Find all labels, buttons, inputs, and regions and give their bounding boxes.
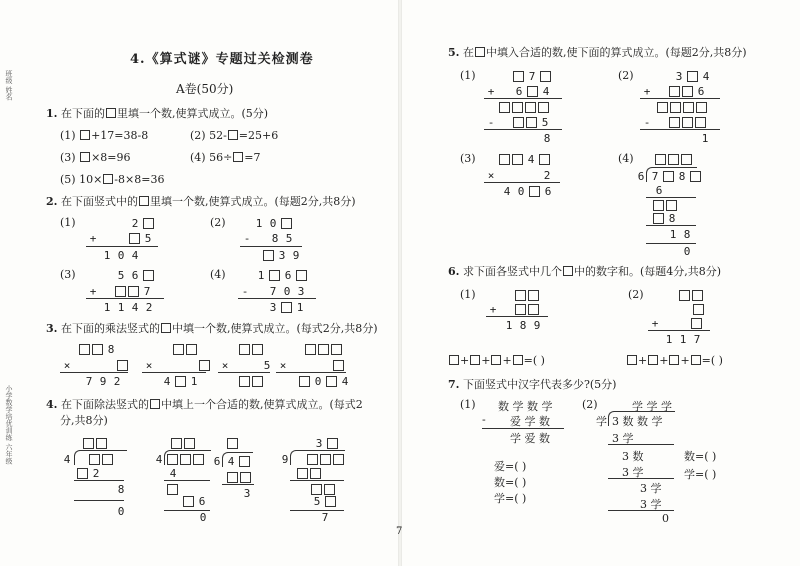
blank-box[interactable]	[227, 438, 238, 449]
q4-d4-step3: 5	[310, 494, 337, 508]
blank-box[interactable]	[299, 376, 310, 387]
blank-box[interactable]	[143, 218, 154, 229]
product-line	[218, 372, 270, 373]
blank-box[interactable]	[281, 302, 292, 313]
q7-ans2-shu: 数=( )	[684, 450, 717, 463]
sum-line	[484, 98, 562, 99]
q7-a1-row1: 数 学 数 学	[498, 400, 553, 413]
blank-box[interactable]	[683, 102, 694, 113]
blank-box[interactable]	[499, 102, 510, 113]
blank-box[interactable]	[128, 286, 139, 297]
blank-box[interactable]	[512, 154, 523, 165]
q3-m1-result: 7 9 2	[85, 374, 121, 388]
q4-d3-dividend: 6 4	[210, 454, 251, 468]
q5-tag-4: (4)	[618, 152, 634, 165]
step-line	[74, 480, 124, 481]
q6-sum-2: + + + =( )	[626, 354, 723, 367]
blank-box[interactable]	[681, 154, 692, 165]
q2-p3-row2: + 7	[89, 284, 151, 298]
blank-box[interactable]	[512, 102, 523, 113]
q3-m4-result: 0 4	[298, 374, 352, 388]
diff-line	[482, 428, 564, 429]
sum-line	[86, 246, 158, 247]
step-line	[74, 500, 124, 501]
q5-p4-step1: 6	[655, 183, 663, 197]
blank-box[interactable]	[310, 468, 321, 479]
q4-d3-remainder: 3	[243, 486, 251, 500]
blank-box[interactable]	[184, 438, 195, 449]
q3-m1-row1: 8	[78, 342, 118, 356]
right-page	[400, 0, 800, 566]
question-6: 6. 求下面各竖式中几个 中的数字和。(每题4分,共8分)	[448, 265, 722, 278]
blank-box[interactable]	[240, 472, 251, 483]
q3-m2-result: 4 1	[163, 374, 198, 388]
blank-box[interactable]	[233, 152, 243, 162]
q3-m2-row1	[172, 342, 198, 356]
q3-m2-row2: ×	[142, 358, 211, 372]
q7-a2-step2: 3 数	[622, 450, 644, 463]
step-line	[290, 480, 344, 481]
sum-line	[486, 316, 548, 317]
blank-box[interactable]	[669, 117, 680, 128]
q4-d1-remainder: 0	[117, 504, 125, 518]
q3-m3-row1	[238, 342, 264, 356]
blank-box[interactable]	[92, 344, 103, 355]
division-bracket	[74, 450, 127, 465]
blank-box[interactable]	[526, 117, 537, 128]
blank-box[interactable]	[326, 376, 337, 387]
blank-box[interactable]	[83, 438, 94, 449]
q2-p1-result: 1 0 4	[103, 248, 139, 262]
blank-box[interactable]	[80, 130, 90, 140]
blank-box[interactable]	[670, 102, 681, 113]
q2-p1-row2: + 5	[89, 231, 152, 245]
q2-p4-row2: - 7 0 3	[241, 284, 305, 298]
diff-line	[640, 129, 720, 130]
blank-box[interactable]	[150, 399, 160, 409]
step-line	[646, 225, 696, 226]
blank-box[interactable]	[305, 344, 316, 355]
blank-box[interactable]	[540, 71, 551, 82]
q2-tag-3: (3)	[60, 268, 76, 281]
blank-box[interactable]	[491, 355, 501, 365]
q6-p2-row1	[678, 288, 704, 302]
page-title: 4.《算式谜》专题过关检测卷	[130, 52, 314, 67]
step-line	[222, 484, 254, 485]
q5-p2-result: 1	[701, 131, 709, 145]
blank-box[interactable]	[80, 152, 90, 162]
q5-p2-row2: + 6	[643, 84, 705, 98]
blank-box[interactable]	[563, 266, 573, 276]
product-line	[484, 182, 560, 183]
product-line	[60, 372, 128, 373]
page-number: 7	[396, 526, 403, 537]
q6-p2-row2	[692, 302, 705, 316]
blank-box[interactable]	[679, 290, 690, 301]
blank-box[interactable]	[669, 86, 680, 97]
blank-box[interactable]	[318, 344, 329, 355]
q7-a2-remainder: 0	[662, 512, 669, 525]
q7-ans2-xue: 学=( )	[684, 468, 717, 481]
step-line	[290, 510, 344, 511]
q2-p4-row1: 1 6	[254, 268, 308, 282]
blank-box[interactable]	[539, 154, 550, 165]
q4-d1-step2: 8	[117, 482, 125, 496]
blank-box[interactable]	[648, 355, 658, 365]
q7-a1-result: 学 爱 数	[510, 432, 550, 445]
q1-item-4: (4) 56÷ =7	[190, 151, 261, 164]
q7-a2-step5: 3 学	[640, 498, 662, 511]
q7-a2-divisor: 学	[596, 415, 607, 428]
blank-box[interactable]	[653, 213, 664, 224]
question-4-cont: 分,共8分)	[60, 414, 108, 427]
diff-line	[240, 246, 302, 247]
q5-p3-result: 4 0 6	[503, 184, 552, 198]
blank-box[interactable]	[106, 108, 116, 118]
blank-box[interactable]	[296, 270, 307, 281]
blank-box[interactable]	[515, 290, 526, 301]
q6-tag-1: (1)	[460, 288, 476, 301]
q7-ans1-ai: 爱=( )	[494, 460, 527, 473]
blank-box[interactable]	[171, 438, 182, 449]
blank-box[interactable]	[528, 304, 539, 315]
blank-box[interactable]	[239, 344, 250, 355]
blank-box[interactable]	[513, 117, 524, 128]
q7-a2-step3: 3 学	[622, 466, 644, 479]
blank-box[interactable]	[297, 468, 308, 479]
q5-p4-remainder: 0	[683, 244, 691, 258]
blank-box[interactable]	[515, 304, 526, 315]
q1-item-3: (3) ×8=96	[60, 151, 131, 164]
q5-p4-dividend: 6 7 8	[634, 169, 702, 183]
q5-p4-step4: 1 8	[669, 227, 691, 241]
blank-box[interactable]	[525, 102, 536, 113]
q3-m4-row1	[304, 342, 343, 356]
blank-box[interactable]	[77, 468, 88, 479]
q7-ans1-shu: 数=( )	[494, 476, 527, 489]
q7-a2-dividend: 3 数 数 学	[612, 415, 663, 428]
section-subtitle: A卷(50分)	[176, 82, 234, 96]
blank-box[interactable]	[239, 376, 250, 387]
step-line	[608, 478, 674, 479]
q6-p2-result: 1 1 7	[665, 332, 701, 346]
blank-box[interactable]	[669, 355, 679, 365]
blank-box[interactable]	[475, 47, 485, 57]
blank-box[interactable]	[692, 290, 703, 301]
q6-p2-row3: +	[648, 316, 703, 330]
blank-box[interactable]	[227, 472, 238, 483]
blank-box[interactable]	[199, 360, 210, 371]
q6-tag-2: (2)	[628, 288, 644, 301]
q4-d4-dividend: 9	[278, 452, 345, 466]
q5-p2-row4: -	[640, 115, 707, 129]
q5-p1-row4: - 5	[487, 115, 549, 129]
q7-tag-2: (2)	[582, 398, 598, 411]
question-3: 3. 在下面的乘法竖式的 中填一个数,使算式成立。(每式2分,共8分)	[46, 322, 378, 335]
q7-a1-minus: -	[482, 413, 486, 426]
q5-p2-row3	[656, 100, 708, 114]
q3-m3-result	[238, 374, 264, 388]
division-bracket	[646, 167, 697, 182]
blank-box[interactable]	[117, 360, 128, 371]
blank-box[interactable]	[682, 86, 693, 97]
blank-box[interactable]	[167, 484, 178, 495]
blank-box[interactable]	[668, 154, 679, 165]
q3-m3-row2: × 5	[221, 358, 271, 372]
q4-d1-dividend: 4	[60, 452, 114, 466]
blank-box[interactable]	[655, 154, 666, 165]
blank-box[interactable]	[161, 323, 171, 333]
blank-box[interactable]	[129, 233, 140, 244]
q5-p3-row2: × 2	[487, 168, 551, 182]
question-4: 4. 在下面除法竖式的 中填上一个合适的数,使算式成立。(每式2	[46, 398, 363, 411]
blank-box[interactable]	[691, 318, 702, 329]
blank-box[interactable]	[527, 86, 538, 97]
blank-box[interactable]	[252, 376, 263, 387]
q2-p2-row2: - 8 5	[243, 231, 293, 245]
diff-line	[484, 129, 562, 130]
q2-p3-result: 1 1 4 2	[103, 300, 153, 314]
blank-box[interactable]	[499, 154, 510, 165]
q5-tag-3: (3)	[460, 152, 476, 165]
q2-tag-2: (2)	[210, 216, 226, 229]
blank-box[interactable]	[666, 200, 677, 211]
blank-box[interactable]	[687, 71, 698, 82]
q2-p4-result: 3 1	[269, 300, 304, 314]
blank-box[interactable]	[269, 270, 280, 281]
product-line	[142, 372, 206, 373]
q5-p4-step3: 8	[652, 211, 679, 225]
q2-tag-1: (1)	[60, 216, 76, 229]
q7-a2-quotient: 学 学 学	[632, 400, 672, 413]
blank-box[interactable]	[311, 484, 322, 495]
q6-p1-row2: +	[486, 302, 540, 316]
blank-box[interactable]	[175, 376, 186, 387]
blank-box[interactable]	[263, 250, 274, 261]
blank-box[interactable]	[325, 496, 336, 507]
sum-line	[86, 298, 164, 299]
blank-box[interactable]	[324, 484, 335, 495]
q4-d4-quotient: 3	[312, 436, 339, 450]
q5-p4-quotient	[654, 152, 693, 166]
division-bracket	[222, 452, 253, 467]
q4-d4-step1	[296, 466, 322, 480]
q2-p2-result: 3 9	[262, 248, 303, 262]
blank-box[interactable]	[115, 286, 126, 297]
blank-box[interactable]	[79, 344, 90, 355]
q7-a2-step1: 3 学	[612, 432, 634, 445]
blank-box[interactable]	[470, 355, 480, 365]
blank-box[interactable]	[682, 117, 693, 128]
q4-d3-step1	[226, 470, 252, 484]
step-line	[608, 444, 674, 445]
question-5: 5. 在 中填入合适的数,使下面的算式成立。(每题2分,共8分)	[448, 46, 747, 59]
blank-box[interactable]	[627, 355, 637, 365]
product-line	[276, 372, 346, 373]
q4-d4-remainder: 7	[321, 510, 329, 524]
blank-box[interactable]	[538, 102, 549, 113]
diff-line	[238, 298, 316, 299]
q5-p1-row2: + 6 4	[487, 84, 550, 98]
blank-box[interactable]	[186, 344, 197, 355]
q5-p2-row1: 3 4	[675, 69, 710, 83]
blank-box[interactable]	[139, 196, 149, 206]
q5-tag-2: (2)	[618, 69, 634, 82]
q2-p2-row1: 1 0	[252, 216, 293, 230]
q2-tag-4: (4)	[210, 268, 226, 281]
blank-box[interactable]	[252, 344, 263, 355]
q4-d2-remainder: 0	[199, 510, 207, 524]
blank-box[interactable]	[331, 344, 342, 355]
q4-d2-dividend: 4	[152, 452, 205, 466]
q4-d3-quotient	[226, 436, 239, 450]
division-bracket	[164, 450, 211, 465]
q1-item-5: (5) 10× -8×8=36	[60, 173, 165, 186]
blank-box[interactable]	[183, 496, 194, 507]
side-mark: 班级 姓名	[5, 70, 13, 101]
q4-d2-quotient	[170, 436, 196, 450]
sum-line	[648, 330, 710, 331]
q4-d2-step3: 6	[182, 494, 209, 508]
blank-box[interactable]	[96, 438, 107, 449]
q6-sum-1: + + + =( )	[448, 354, 545, 367]
blank-box[interactable]	[695, 117, 706, 128]
blank-box[interactable]	[693, 304, 704, 315]
blank-box[interactable]	[173, 344, 184, 355]
q5-p1-result: 8	[543, 131, 551, 145]
q4-d1-quotient	[82, 436, 108, 450]
q5-tag-1: (1)	[460, 69, 476, 82]
sum-line	[640, 98, 720, 99]
q7-ans1-xue: 学=( )	[494, 492, 527, 505]
q7-tag-1: (1)	[460, 398, 476, 411]
blank-box[interactable]	[333, 360, 344, 371]
q3-m1-row2: ×	[60, 358, 129, 372]
blank-box[interactable]	[281, 218, 292, 229]
blank-box[interactable]	[103, 174, 113, 184]
blank-box[interactable]	[449, 355, 459, 365]
q4-d2-step1: 4	[169, 466, 177, 480]
division-bracket	[290, 450, 345, 465]
blank-box[interactable]	[513, 71, 524, 82]
question-1: 1. 在下面的 里填一个数,使算式成立。(5分)	[46, 107, 269, 120]
blank-box[interactable]	[657, 102, 668, 113]
step-line	[164, 480, 210, 481]
blank-box[interactable]	[143, 270, 154, 281]
question-2: 2. 在下面竖式中的 里填一个数,使算式成立。(每题2分,共8分)	[46, 195, 356, 208]
q1-item-1: (1) +17=38-8	[60, 129, 149, 142]
q2-p3-row1: 5 6	[114, 268, 155, 282]
q2-p1-row1: 2	[100, 216, 155, 230]
blank-box[interactable]	[327, 438, 338, 449]
q5-p4-step2	[652, 198, 678, 212]
q6-p1-row1	[514, 288, 540, 302]
q6-p1-result: 1 8 9	[505, 318, 541, 332]
q3-m4-row2: ×	[276, 358, 345, 372]
question-7: 7. 下面竖式中汉字代表多少?(5分)	[448, 378, 617, 391]
q1-item-2: (2) 52- =25+6	[190, 129, 279, 142]
step-line	[608, 510, 674, 511]
side-text: 小学数学培优训练 六年级	[5, 385, 13, 465]
q7-a1-row2: 爱 学 数	[510, 415, 550, 428]
q7-a2-step4: 3 学	[640, 482, 662, 495]
blank-box[interactable]	[696, 102, 707, 113]
blank-box[interactable]	[653, 200, 664, 211]
blank-box[interactable]	[528, 290, 539, 301]
blank-box[interactable]	[228, 130, 238, 140]
q4-d1-step1: 2	[76, 466, 103, 480]
q5-p1-row3	[498, 100, 550, 114]
q5-p1-row1: 7	[512, 69, 552, 83]
blank-box[interactable]	[691, 355, 701, 365]
blank-box[interactable]	[529, 186, 540, 197]
blank-box[interactable]	[513, 355, 523, 365]
q5-p3-row1: 4	[498, 152, 551, 166]
